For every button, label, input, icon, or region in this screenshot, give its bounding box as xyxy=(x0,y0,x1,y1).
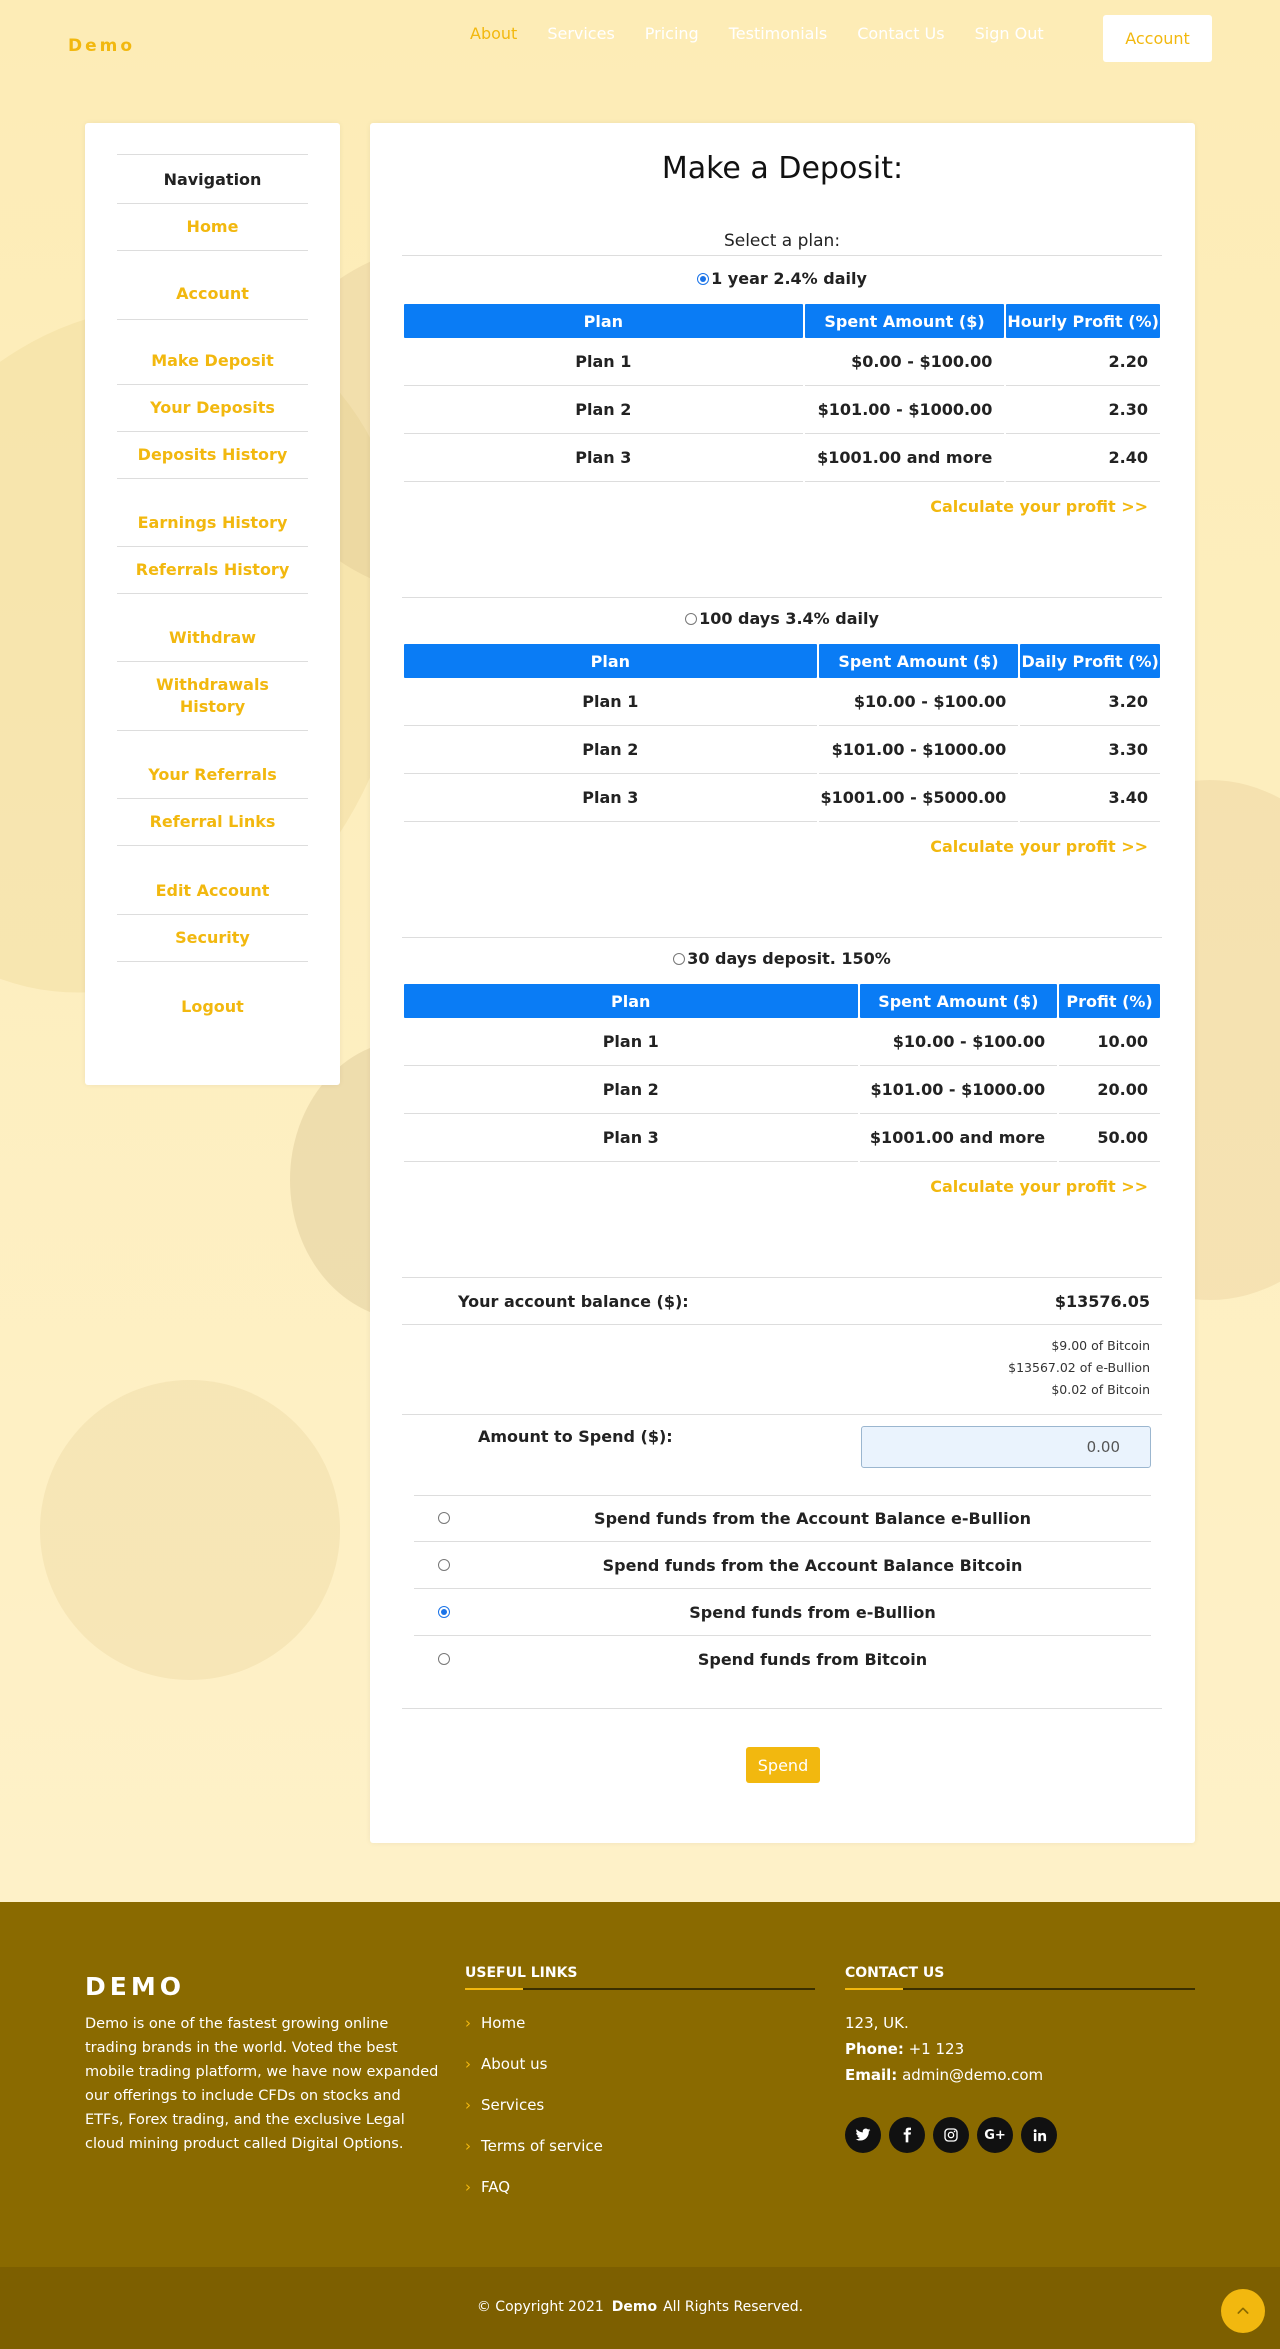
sidebar-item-deposits-history[interactable]: Deposits History xyxy=(117,432,308,479)
plan-option-3[interactable] xyxy=(402,949,1162,968)
page-title: Make a Deposit: xyxy=(661,151,904,186)
table-row xyxy=(404,678,1160,726)
table-header: Spent Amount ($) xyxy=(805,304,1005,338)
footer-link-home[interactable]: › Home xyxy=(465,2014,525,2032)
footer-link-faq[interactable]: › FAQ xyxy=(465,2178,510,2196)
sub-balance-item: $13567.02 of e-Bullion xyxy=(1008,1360,1150,1375)
table-header: Spent Amount ($) xyxy=(860,984,1058,1018)
sidebar-item-withdrawals-history[interactable]: Withdrawals History xyxy=(117,662,308,731)
spend-option-label: Spend funds from e-Bullion xyxy=(689,1603,936,1622)
plan-2-name: 100 days 3.4% daily xyxy=(699,609,879,628)
table-cell: Plan 1 xyxy=(404,338,803,386)
table-cell: 3.30 xyxy=(1020,726,1160,774)
table-cell: $101.00 - $1000.00 xyxy=(819,726,1019,774)
instagram-icon[interactable] xyxy=(933,2117,969,2153)
plan-2-table xyxy=(402,644,1162,822)
amount-label: Amount to Spend ($): xyxy=(478,1427,673,1446)
deposit-panel xyxy=(370,123,1195,1843)
nav-sign-out[interactable]: Sign Out xyxy=(974,24,1044,43)
table-cell: $1001.00 and more xyxy=(805,434,1005,482)
plan-1-table xyxy=(402,304,1162,482)
plan-3-table xyxy=(402,984,1162,1162)
phone-label: Phone: xyxy=(845,2040,904,2058)
sidebar-item-logout[interactable]: Logout xyxy=(181,996,244,1016)
table-row xyxy=(404,1114,1160,1162)
sidebar-title: Navigation xyxy=(117,154,308,204)
table-cell: 20.00 xyxy=(1059,1066,1160,1114)
table-cell: Plan 1 xyxy=(404,1018,858,1066)
table-header: Daily Profit (%) xyxy=(1020,644,1160,678)
facebook-icon[interactable] xyxy=(889,2117,925,2153)
nav-testimonials[interactable]: Testimonials xyxy=(728,24,828,43)
footer-link-services[interactable]: › Services xyxy=(465,2096,544,2114)
sub-balance-item: $9.00 of Bitcoin xyxy=(1051,1338,1150,1353)
table-row xyxy=(404,774,1160,822)
table-header: Spent Amount ($) xyxy=(819,644,1019,678)
calculate-profit-link-2[interactable]: Calculate your profit >> xyxy=(930,837,1148,856)
copyright-prefix: © Copyright 2021 xyxy=(476,2299,604,2315)
table-row xyxy=(404,434,1160,482)
table-cell: $1001.00 - $5000.00 xyxy=(819,774,1019,822)
sidebar xyxy=(85,123,340,1085)
plan-option-2[interactable] xyxy=(402,609,1162,628)
plan-3-name: 30 days deposit. 150% xyxy=(687,949,891,968)
table-cell: Plan 2 xyxy=(404,386,803,434)
spend-option-balance-bitcoin[interactable] xyxy=(414,1542,1151,1589)
table-cell: 50.00 xyxy=(1059,1114,1160,1162)
table-cell: Plan 3 xyxy=(404,774,817,822)
sidebar-item-account[interactable]: Account xyxy=(117,269,308,320)
plan-3-radio[interactable] xyxy=(673,953,685,965)
table-cell: Plan 3 xyxy=(404,1114,858,1162)
copyright-suffix: All Rights Reserved. xyxy=(663,2299,804,2315)
table-cell: 2.20 xyxy=(1006,338,1160,386)
footer-description: Demo is one of the fastest growing online trading brands in the world. Voted the best mobile trading platform, we have now expanded our offerings to include CFDs on stocks and ETFs, Forex trading, and the exclusive Legal cloud mining product called Digital Options. xyxy=(85,2016,439,2152)
plan-option-1[interactable] xyxy=(402,269,1162,288)
balance-label: Your account balance ($): xyxy=(458,1292,689,1311)
spend-radio[interactable] xyxy=(438,1653,450,1665)
table-cell: Plan 3 xyxy=(404,434,803,482)
amount-input[interactable]: 0.00 xyxy=(861,1426,1151,1468)
table-cell: $10.00 - $100.00 xyxy=(819,678,1019,726)
account-button[interactable]: Account xyxy=(1103,15,1212,62)
nav-services[interactable]: Services xyxy=(547,24,615,43)
table-header: Plan xyxy=(404,304,803,338)
email-value[interactable]: admin@demo.com xyxy=(902,2066,1044,2084)
phone-value: +1 123 xyxy=(908,2040,965,2058)
table-header: Hourly Profit (%) xyxy=(1006,304,1160,338)
brand-logo[interactable]: Demo xyxy=(68,36,136,56)
table-cell: 3.40 xyxy=(1020,774,1160,822)
sidebar-item-edit-account[interactable]: Edit Account xyxy=(117,868,308,915)
site-footer xyxy=(0,1902,1280,2267)
table-header: Plan xyxy=(404,984,858,1018)
google-plus-icon[interactable]: G+ xyxy=(977,2117,1013,2153)
spend-option-bitcoin[interactable] xyxy=(414,1636,1151,1683)
sidebar-item-your-referrals[interactable]: Your Referrals xyxy=(117,752,308,799)
copyright-bar xyxy=(0,2267,1280,2349)
sidebar-item-make-deposit[interactable]: Make Deposit xyxy=(117,338,308,385)
table-cell: $101.00 - $1000.00 xyxy=(805,386,1005,434)
spend-radio[interactable] xyxy=(438,1559,450,1571)
plan-1-name: 1 year 2.4% daily xyxy=(711,269,867,288)
main-nav xyxy=(455,24,1059,43)
footer-link-terms[interactable]: › Terms of service xyxy=(465,2137,603,2155)
sidebar-item-earnings-history[interactable]: Earnings History xyxy=(117,500,308,547)
table-row xyxy=(404,1018,1160,1066)
table-row xyxy=(404,726,1160,774)
account-balance-row xyxy=(402,1277,1162,1325)
contact-phone xyxy=(845,2040,964,2058)
sidebar-item-home[interactable]: Home xyxy=(117,204,308,251)
calculate-profit-link-3[interactable]: Calculate your profit >> xyxy=(930,1177,1148,1196)
table-cell: 10.00 xyxy=(1059,1018,1160,1066)
back-to-top-icon[interactable] xyxy=(1221,2289,1265,2333)
table-cell: Plan 2 xyxy=(404,726,817,774)
copyright-brand: Demo xyxy=(611,2299,658,2315)
contact-title: CONTACT US xyxy=(845,1965,945,1981)
sidebar-item-referral-links[interactable]: Referral Links xyxy=(117,799,308,846)
site-header xyxy=(0,0,1280,80)
copyright-text xyxy=(0,2299,1280,2315)
twitter-icon[interactable] xyxy=(845,2117,881,2153)
table-row xyxy=(404,338,1160,386)
table-cell: $101.00 - $1000.00 xyxy=(860,1066,1058,1114)
spend-button[interactable]: Spend xyxy=(746,1747,820,1783)
table-cell: $10.00 - $100.00 xyxy=(860,1018,1058,1066)
spend-option-ebullion[interactable] xyxy=(414,1589,1151,1636)
plan-1-radio[interactable] xyxy=(697,273,709,285)
table-cell: $1001.00 and more xyxy=(860,1114,1058,1162)
table-row xyxy=(404,1066,1160,1114)
spend-option-label: Spend funds from Bitcoin xyxy=(697,1650,928,1669)
useful-links-title: USEFUL LINKS xyxy=(465,1965,578,1981)
table-cell: $0.00 - $100.00 xyxy=(805,338,1005,386)
contact-email xyxy=(845,2066,1043,2084)
email-label: Email: xyxy=(845,2066,898,2084)
table-cell: 2.30 xyxy=(1006,386,1160,434)
table-cell: 2.40 xyxy=(1006,434,1160,482)
nav-about[interactable]: About xyxy=(470,24,518,43)
spend-radio[interactable] xyxy=(438,1512,450,1524)
balance-value: $13576.05 xyxy=(1054,1292,1150,1311)
calculate-profit-link-1[interactable]: Calculate your profit >> xyxy=(930,497,1148,516)
linkedin-icon[interactable] xyxy=(1021,2117,1057,2153)
spend-option-label: Spend funds from the Account Balance Bitcoin xyxy=(602,1556,1023,1575)
sidebar-item-withdraw[interactable]: Withdraw xyxy=(117,615,308,662)
table-cell: Plan 1 xyxy=(404,678,817,726)
table-row xyxy=(404,386,1160,434)
sidebar-item-your-deposits[interactable]: Your Deposits xyxy=(117,385,308,432)
spend-option-label: Spend funds from the Account Balance e-Bullion xyxy=(594,1509,1031,1528)
table-header: Plan xyxy=(404,644,817,678)
sidebar-item-security[interactable]: Security xyxy=(117,915,308,962)
sub-balances xyxy=(402,1335,1162,1401)
spend-option-balance-ebullion[interactable] xyxy=(414,1495,1151,1542)
footer-brand: DEMO xyxy=(85,1972,185,2001)
nav-contact-us[interactable]: Contact Us xyxy=(857,24,945,43)
nav-pricing[interactable]: Pricing xyxy=(644,24,699,43)
select-plan-label: Select a plan: xyxy=(402,231,1162,256)
sidebar-item-referrals-history[interactable]: Referrals History xyxy=(117,547,308,594)
table-header: Profit (%) xyxy=(1059,984,1160,1018)
table-cell: Plan 2 xyxy=(404,1066,858,1114)
plan-2-radio[interactable] xyxy=(685,613,697,625)
contact-address: 123, UK. xyxy=(845,2014,909,2032)
table-cell: 3.20 xyxy=(1020,678,1160,726)
footer-link-about[interactable]: › About us xyxy=(465,2055,547,2073)
sub-balance-item: $0.02 of Bitcoin xyxy=(1051,1382,1150,1397)
spend-radio[interactable] xyxy=(438,1606,450,1618)
